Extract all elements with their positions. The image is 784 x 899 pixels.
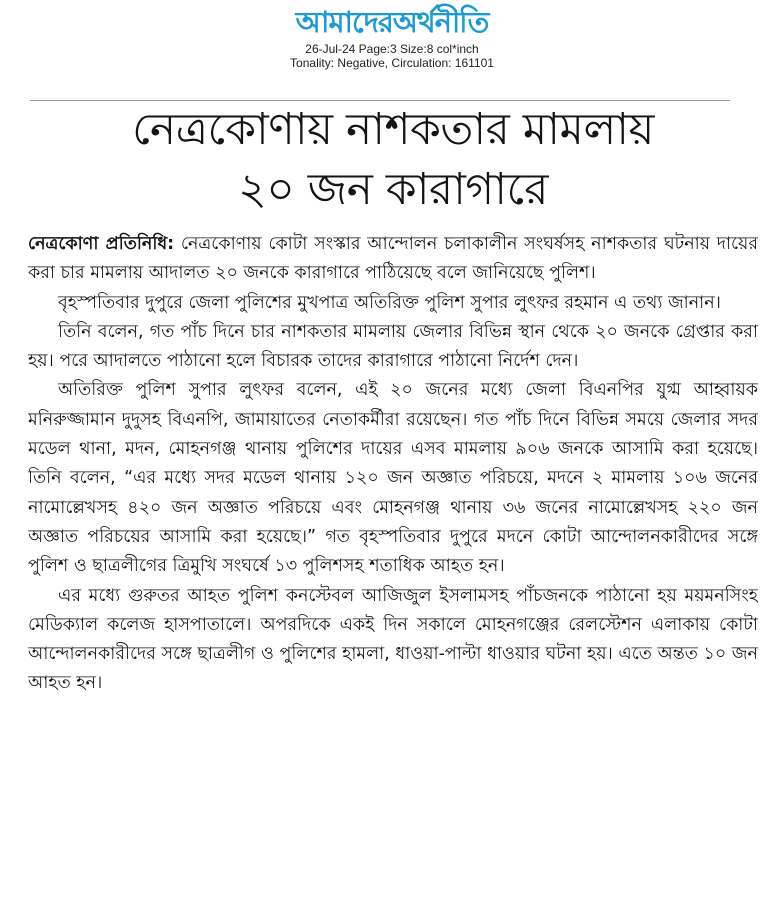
paragraph-1-text: নেত্রকোণায় কোটা সংস্কার আন্দোলন চলাকালীন সংঘর্ষসহ নাশকতার ঘটনায় দায়ের করা চার মামলায় আদালত ২০ জনকে কারাগারে পাঠিয়েছে বলে জানিয়েছে পুলিশ।: [28, 234, 758, 284]
newspaper-logo: আমাদেরঅর্থনীতি: [295, 5, 489, 39]
clipping-meta-tonality-circulation: Tonality: Negative, Circulation: 161101: [290, 56, 494, 70]
headline-line-2: ২০ জন কারাগারে: [238, 164, 548, 215]
article-body: [28, 230, 758, 699]
masthead: [0, 4, 784, 70]
clipping-meta-date-page-size: 26-Jul-24 Page:3 Size:8 col*inch: [305, 42, 479, 56]
article-headline: [28, 96, 758, 220]
byline: নেত্রকোণা প্রতিনিধি:: [28, 234, 175, 254]
article-paragraph-4: অতিরিক্ত পুলিশ সুপার লুৎফর বলেন, এই ২০ জনের মধ্যে জেলা বিএনপির যুগ্ম আহ্বায়ক মনিরুজ্জামান দুদুসহ বিএনপি, জামায়াতের নেতাকর্মীরা রয়েছেন। গত পাঁচ দিনে বিভিন্ন সময়ে জেলার সদর মডেল থানা, মদন, মোহনগঞ্জ থানায় পুলিশের দায়ের এসব মামলায় ৯০৬ জনকে আসামি করা হয়েছে। তিনি বলেন, “এর মধ্যে সদর মডেল থানায় ১২০ জন অজ্ঞাত পরিচয়ে, মদনে ২ মামলায় ১০৬ জনের নামোল্লেখসহ ৪২০ জন অজ্ঞাত পরিচয়ে এবং মোহনগঞ্জ থানায় ৩৬ জনের নামোল্লেখসহ ২২০ জন অজ্ঞাত পরিচয়ের আসামি করা হয়েছে।” গত বৃহস্পতিবার দুপুরে মদনে কোটা আন্দোলনকারীদের সঙ্গে পুলিশ ও ছাত্রলীগের ত্রিমুখি সংঘর্ষে ১৩ পুলিশসহ শতাধিক আহত হন।: [28, 380, 758, 577]
article-paragraph-5: এর মধ্যে গুরুতর আহত পুলিশ কনস্টেবল আজিজুল ইসলামসহ পাঁচজনকে পাঠানো হয় ময়মনসিংহ মেডিক্যাল কলেজ হাসপাতালে। অপরদিকে একই দিন সকালে মোহনগঞ্জের রেলস্টেশন এলাকায় কোটা আন্দোলনকারীদের সঙ্গে ছাত্রলীগ ও পুলিশের হামলা, ধাওয়া-পাল্টা ধাওয়ার ঘটনা হয়। এতে অন্তত ১০ জন আহত হন।: [28, 585, 758, 694]
article-paragraph-2: বৃহস্পতিবার দুপুরে জেলা পুলিশের মুখপাত্র অতিরিক্ত পুলিশ সুপার লুৎফর রহমান এ তথ্য জানান।: [58, 292, 721, 313]
article-paragraph-1: [28, 230, 758, 289]
headline-line-1: নেত্রকোণায় নাশকতার মামলায়: [132, 104, 654, 155]
article-paragraph-3: তিনি বলেন, গত পাঁচ দিনে চার নাশকতার মামলায় জেলার বিভিন্ন স্থান থেকে ২০ জনকে গ্রেপ্তার করা হয়। পরে আদালতে পাঠানো হলে বিচারক তাদের কারাগারে পাঠানো নির্দেশ দেন।: [28, 321, 758, 372]
news-clipping: [28, 96, 758, 890]
